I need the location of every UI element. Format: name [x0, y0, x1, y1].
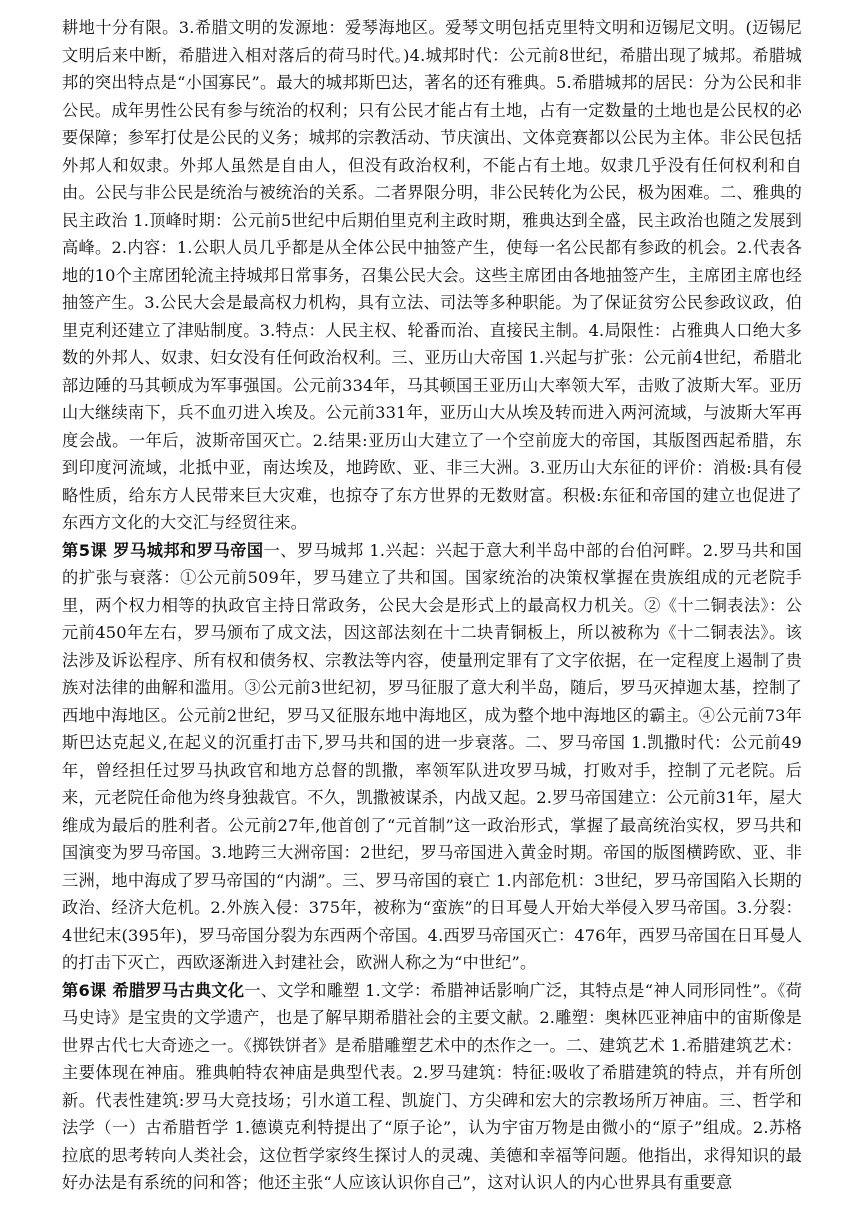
lesson-5-heading: 第5课 罗马城邦和罗马帝国 [62, 540, 264, 560]
lesson-6-heading: 第6课 希腊罗马古典文化 [62, 980, 245, 1000]
paragraph-lesson-5 [62, 537, 802, 977]
paragraph-lesson-6 [62, 977, 802, 1197]
paragraph-greek-city-states [62, 14, 802, 537]
lesson-6-body: 一、文学和雕塑 1.文学：希腊神话影响广泛，其特点是“神人同形同性”。《荷马史诗》是宝贵的文学遗产，也是了解早期希腊社会的主要文献。2.雕塑：奥林匹亚神庙中的宙斯像是世界古代七大奇迹之一。《掷铁饼者》是希腊雕塑艺术中的杰作之一。二、建筑艺术 1.希腊建筑艺术：主要体现在神庙。雅典帕特农神庙是典型代表。2.罗马建筑：特征:吸收了希腊建筑的特点，并有所创新。代表性建筑:罗马大竞技场；引水道工程、凯旋门、方尖碑和宏大的宗教场所万神庙。三、哲学和法学（一）古希腊哲学 1.德谟克利特提出了“原子论”，认为宇宙万物是由微小的“原子”组成。2.苏格拉底的思考转向人类社会，这位哲学家终生探讨人的灵魂、美德和幸福等问题。他指出，求得知识的最好办法是有系统的问和答；他还主张“人应该认识你自己”，这对认识人的内心世界具有重要意 [62, 980, 803, 1192]
lesson-5-body: 一、罗马城邦 1.兴起：兴起于意大利半岛中部的台伯河畔。2.罗马共和国的扩张与衰落：①公元前509年，罗马建立了共和国。国家统治的决策权掌握在贵族组成的元老院手里，两个权力相等的执政官主持日常政务，公民大会是形式上的最高权力机关。②《十二铜表法》：公元前450年左右，罗马颁布了成文法，因这部法刻在十二块青铜板上，所以被称为《十二铜表法》。该法涉及诉讼程序、所有权和债务权、宗教法等内容，使量刑定罪有了文字依据，在一定程度上遏制了贵族对法律的曲解和滥用。③公元前3世纪初，罗马征服了意大利半岛，随后，罗马灭掉迦太基，控制了西地中海地区。公元前2世纪，罗马又征服东地中海地区，成为整个地中海地区的霸主。④公元前73年斯巴达克起义,在起义的沉重打击下,罗马共和国的进一步衰落。二、罗马帝国 1.凯撒时代：公元前49年，曾经担任过罗马执政官和地方总督的凯撒，率领军队进攻罗马城，打败对手，控制了元老院。后来，元老院任命他为终身独裁官。不久，凯撒被谋杀，内战又起。2.罗马帝国建立：公元前31年，屋大维成为最后的胜利者。公元前27年,他首创了“元首制”这一政治形式，掌握了最高统治实权，罗马共和国演变为罗马帝国。3.地跨三大洲帝国：2世纪，罗马帝国进入黄金时期。帝国的版图横跨欧、亚、非三洲，地中海成了罗马帝国的“内湖”。三、罗马帝国的衰亡 1.内部危机：3世纪，罗马帝国陷入长期的政治、经济大危机。2.外族入侵：375年，被称为“蛮族”的日耳曼人开始大举侵入罗马帝国。3.分裂：4世纪末(395年)，罗马帝国分裂为东西两个帝国。4.西罗马帝国灭亡：476年，西罗马帝国在日耳曼人的打击下灭亡，西欧逐渐进入封建社会，欧洲人称之为“中世纪”。 [62, 540, 802, 972]
paragraph-body: 耕地十分有限。3.希腊文明的发源地：爱琴海地区。爱琴文明包括克里特文明和迈锡尼文明。(迈锡尼文明后来中断，希腊进入相对落后的荷马时代。)4.城邦时代：公元前8世纪，希腊出现了城邦。希腊城邦的突出特点是“小国寡民”。最大的城邦斯巴达，著名的还有雅典。5.希腊城邦的居民：分为公民和非公民。成年男性公民有参与统治的权利；只有公民才能占有土地，占有一定数量的土地也是公民权的必要保障；参军打仗是公民的义务；城邦的宗教活动、节庆演出、文体竞赛都以公民为主体。非公民包括外邦人和奴隶。外邦人虽然是自由人，但没有政治权利，不能占有土地。奴隶几乎没有任何权利和自由。公民与非公民是统治与被统治的关系。二者界限分明，非公民转化为公民，极为困难。二、雅典的民主政治 1.顶峰时期：公元前5世纪中后期伯里克利主政时期，雅典达到全盛，民主政治也随之发展到高峰。2.内容：1.公职人员几乎都是从全体公民中抽签产生，使每一名公民都有参政的机会。2.代表各地的10个主席团轮流主持城邦日常事务，召集公民大会。这些主席团由各地抽签产生，主席团主席也经抽签产生。3.公民大会是最高权力机构，具有立法、司法等多种职能。为了保证贫穷公民参政议政，伯里克利还建立了津贴制度。3.特点：人民主权、轮番而治、直接民主制。4.局限性：占雅典人口绝大多数的外邦人、奴隶、妇女没有任何政治权利。三、亚历山大帝国 1.兴起与扩张：公元前4世纪，希腊北部边陲的马其顿成为军事强国。公元前334年，马其顿国王亚历山大率领大军，击败了波斯大军。亚历山大继续南下，兵不血刃进入埃及。公元前331年，亚历山大从埃及转而进入两河流域，与波斯大军再度会战。一年后，波斯帝国灭亡。2.结果:亚历山大建立了一个空前庞大的帝国，其版图西起希腊，东到印度河流域，北抵中亚，南达埃及，地跨欧、亚、非三大洲。3.亚历山大东征的评价：消极:具有侵略性质，给东方人民带来巨大灾难，也掠夺了东方世界的无数财富。积极:东征和帝国的建立也促进了东西方文化的大交汇与经贸往来。 [62, 18, 802, 532]
